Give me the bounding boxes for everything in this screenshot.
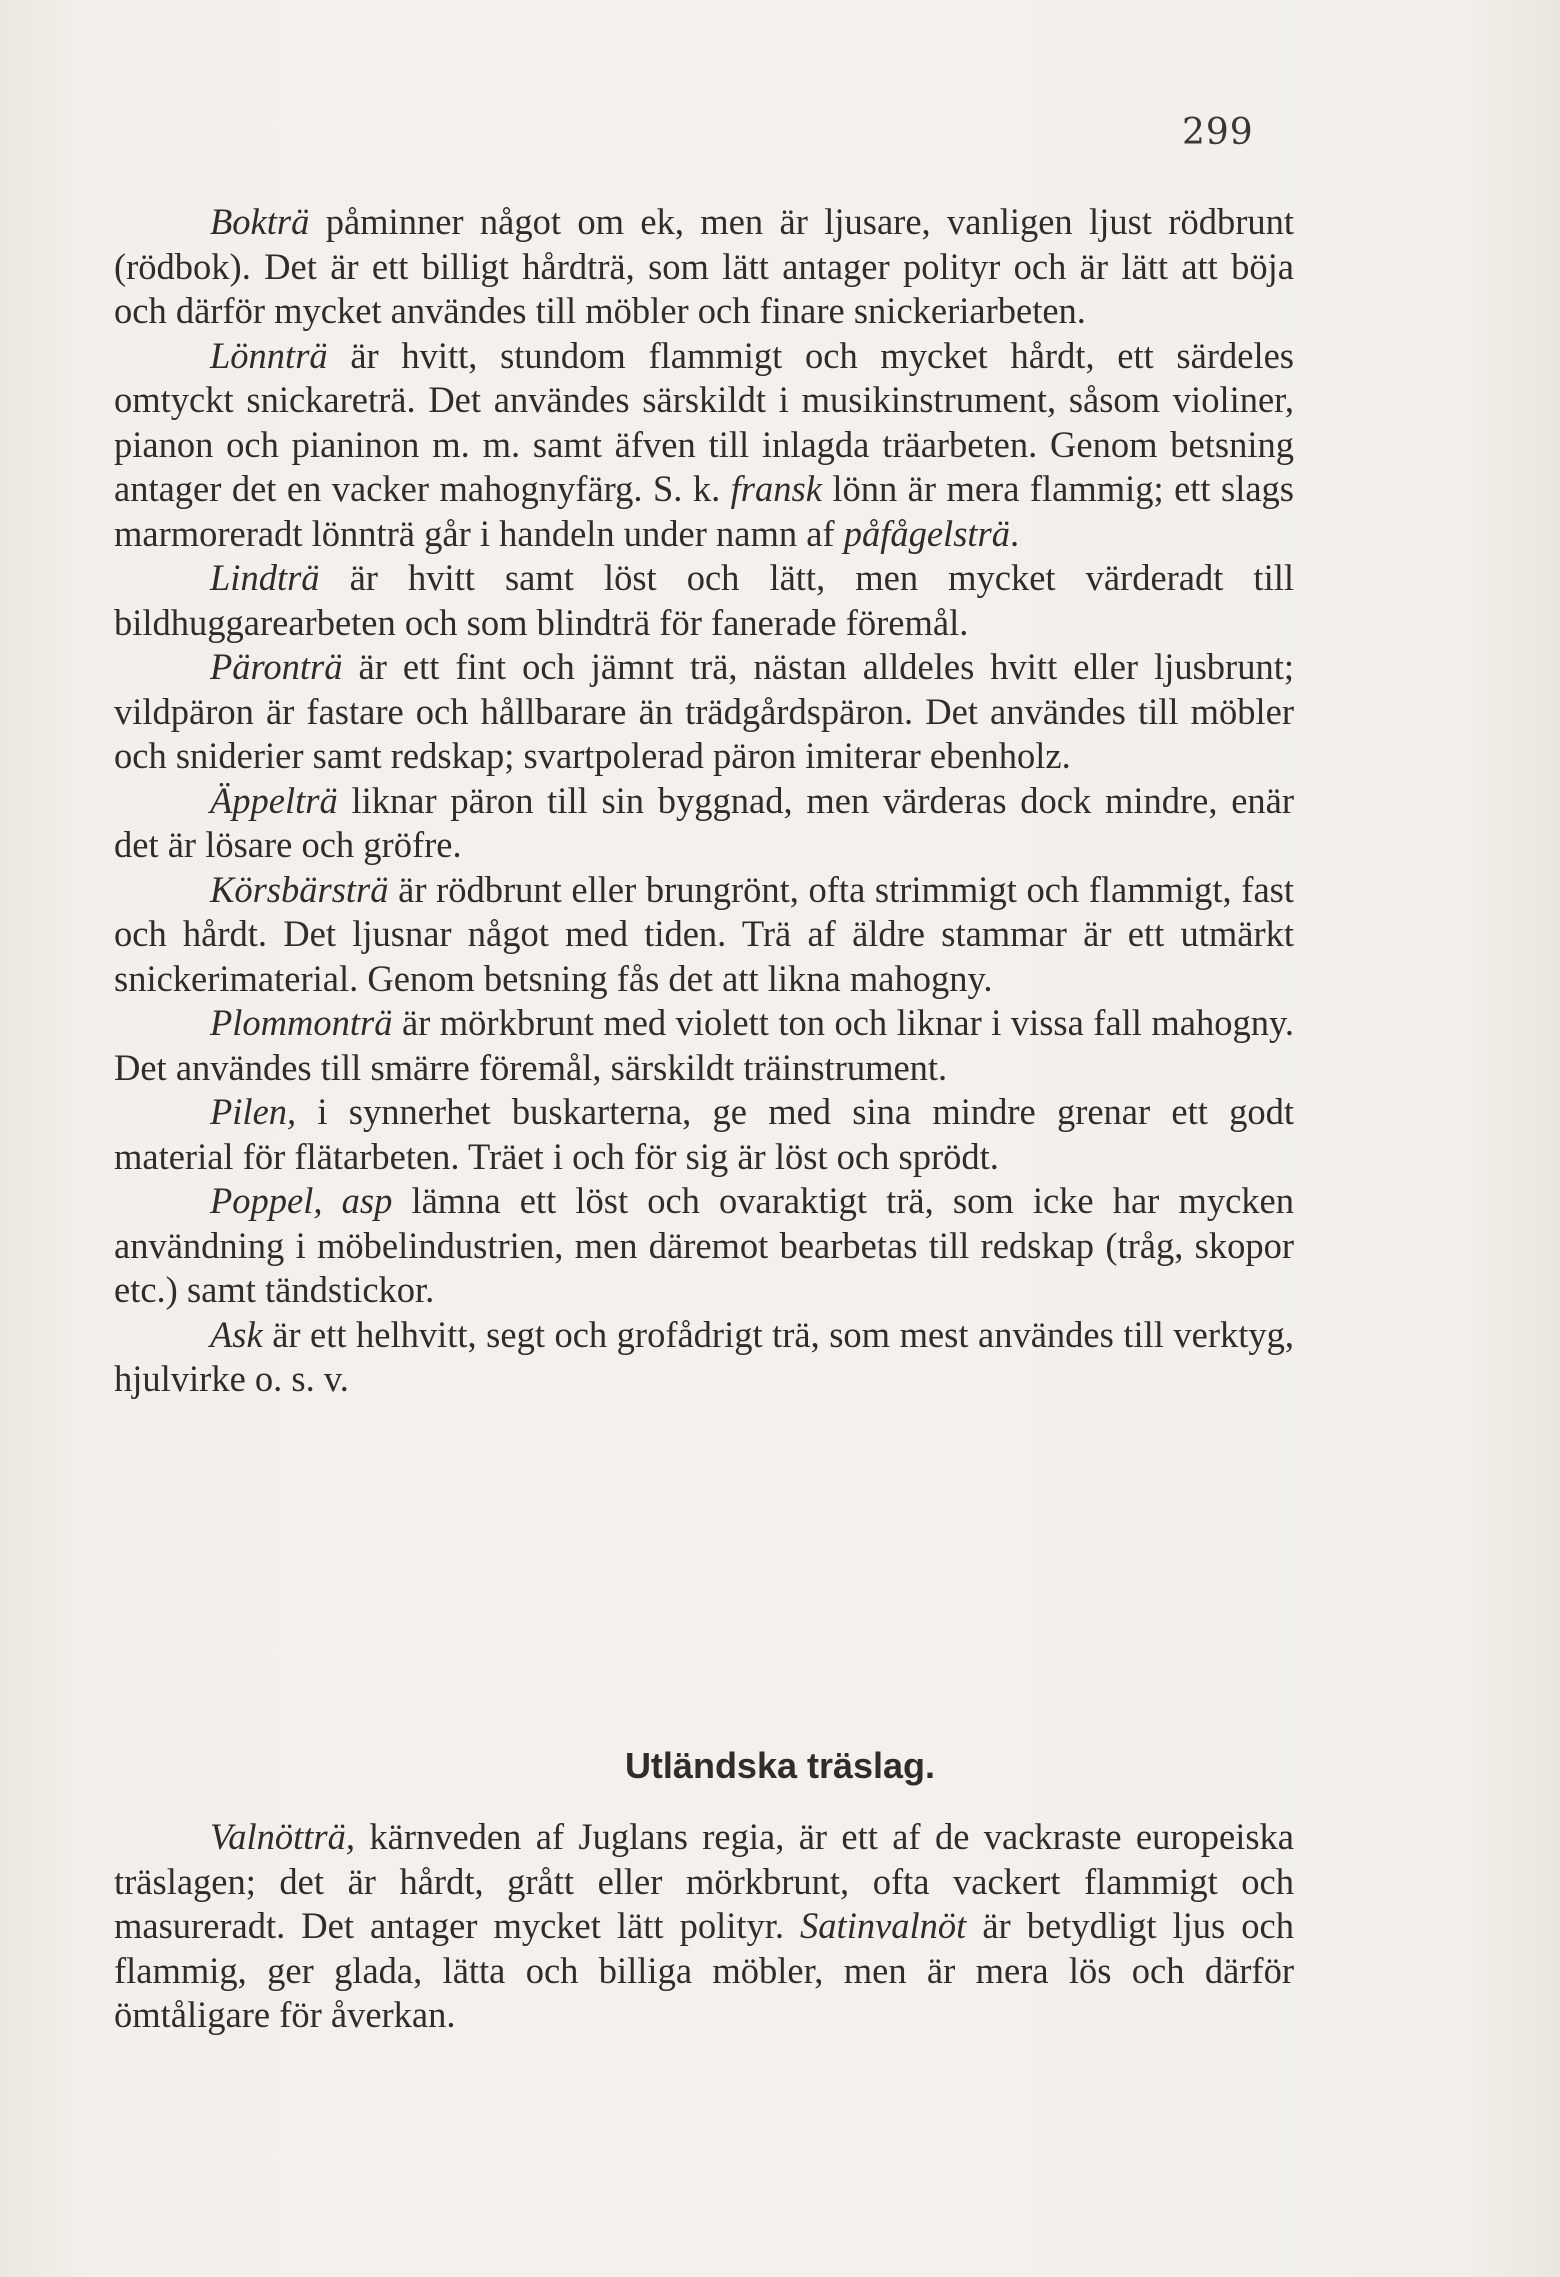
paragraph-text: är ett fint och jämnt trä, nästan alldeles hvitt eller ljusbrunt; vildpäron är fastare och hållbarare än trädgårdspäron. Det användes till möbler och sniderier samt redskap; svartpolerad päron imiterar ebenholz. (114, 646, 1294, 776)
paragraph-text: i synnerhet buskarterna, ge med sina mindre grenar ett godt material för flätarbeten. Träet i och för sig är löst och sprödt. (114, 1091, 1294, 1177)
paragraph-parontra (114, 645, 1294, 779)
term: påfågelsträ (843, 512, 1011, 554)
term: Äppelträ (210, 779, 338, 821)
term: Lönnträ (210, 334, 328, 376)
term: Valnötträ, (210, 1816, 356, 1857)
body-text (114, 200, 1294, 1402)
paragraph-text: är hvitt samt löst och lätt, men mycket värderadt till bildhuggarearbeten och som blindträ för fanerade föremål. (114, 557, 1294, 643)
paragraph-poppel (114, 1179, 1294, 1313)
paragraph-text: är rödbrunt eller brungrönt, ofta strimmigt och flammigt, fast och hårdt. Det ljusnar något med tiden. Trä af äldre stammar är ett utmärkt snickerimaterial. Genom betsning fås det att likna mahogny. (114, 868, 1294, 999)
page-number: 299 (1182, 112, 1254, 153)
paragraph-text: påminner något om ek, men är ljusare, vanligen ljust rödbrunt (rödbok). Det är ett billigt hårdträ, som lätt antager polityr och är lätt att böja och därför mycket användes till möbler och finare snickeriarbeten. (114, 201, 1294, 331)
paragraph-valnottra (114, 1815, 1294, 2038)
paragraph-plommontra (114, 1001, 1294, 1090)
paragraph-korsbarstra (114, 868, 1294, 1002)
section-heading: Utländska träslag. (624, 1745, 936, 1786)
term: Plommonträ (210, 1002, 393, 1043)
term: Ask (210, 1313, 263, 1355)
paragraph-text: kärnveden af Juglans regia, är ett af de vackraste europeiska träslagen; det är hårdt, grått eller mörkbrunt, ofta vackert flammigt och masureradt. Det antager mycket lätt polityr. (114, 1816, 1294, 1946)
term: Körsbärsträ (210, 868, 389, 910)
paragraph-lonntra (114, 334, 1294, 557)
paragraph-ask (114, 1313, 1294, 1402)
paragraph-text: är mörkbrunt med violett ton och liknar i vissa fall mahogny. Det användes till smärre föremål, särskildt träinstrument. (114, 1002, 1294, 1088)
section-body-text (114, 1815, 1294, 2038)
paragraph-text: . (1010, 512, 1020, 554)
term: Päronträ (210, 646, 343, 687)
paragraph-text: lönn är mera flammig; ett slags marmoreradt lönnträ går i handeln under namn af (114, 468, 1295, 554)
term: Bokträ (210, 201, 310, 242)
term: fransk (730, 468, 822, 509)
paragraph-appeltra (114, 779, 1294, 868)
paragraph-text: är hvitt, stundom flammigt och mycket hårdt, ett särdeles omtyckt snickareträ. Det användes särskildt i musikinstrument, såsom violiner, pianon och pianinon m. m. samt äfven till inlagda träarbeten. Genom betsning antager det en vacker mahognyfärg. S. k. (114, 334, 1294, 509)
paragraph-text: är betydligt ljus och flammig, ger glada, lätta och billiga möbler, men är mera lös och därför ömtåligare för åverkan. (114, 1905, 1294, 2035)
term: Satinvalnöt (800, 1905, 967, 1946)
paragraph-text: är ett helhvitt, segt och grofådrigt trä, som mest användes till verktyg, hjulvirke o. s. v. (114, 1313, 1294, 1399)
paragraph-lindtra (114, 556, 1294, 645)
paragraph-pilen (114, 1090, 1294, 1179)
paragraph-text: lämna ett löst och ovaraktigt trä, som icke har mycken användning i möbelindustrien, men däremot bearbetas till redskap (tråg, skopor etc.) samt tändstickor. (114, 1180, 1294, 1310)
paragraph-text: liknar päron till sin byggnad, men värderas dock mindre, enär det är lösare och gröfre. (114, 779, 1294, 865)
term: Pilen, (210, 1091, 297, 1132)
paragraph-boktra (114, 200, 1294, 334)
term: Lindträ (210, 557, 320, 598)
term: Poppel, asp (210, 1180, 393, 1221)
